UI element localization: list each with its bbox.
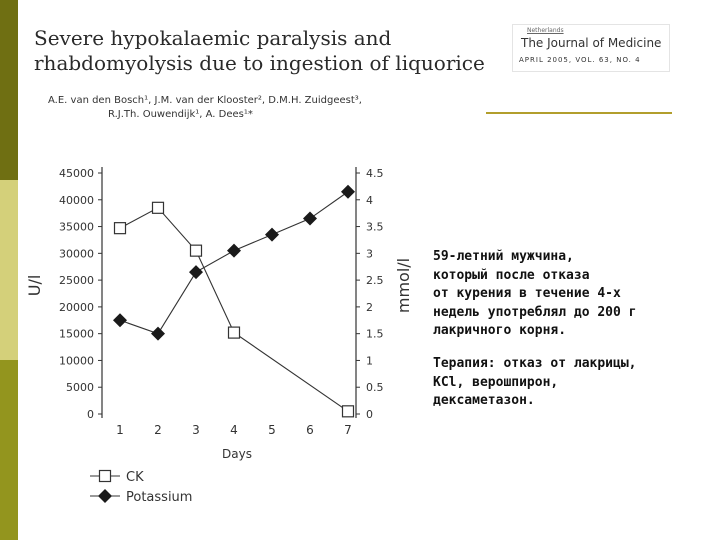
right-tick-label: 3.5 — [366, 220, 384, 234]
ck-point — [191, 245, 202, 256]
right-tick-label: 1 — [366, 354, 373, 368]
journal-logo — [512, 24, 670, 72]
right-tick-label: 2 — [366, 300, 373, 314]
potassium-point — [113, 313, 127, 327]
left-tick-label: 0 — [87, 408, 94, 421]
right-tick-label: 0.5 — [366, 381, 384, 395]
left-tick-label: 45000 — [59, 167, 94, 180]
ck-point — [115, 223, 126, 234]
paper-header — [28, 22, 486, 130]
journal-name: The Journal of Medicine — [521, 36, 662, 50]
right-axis-title: mmol/l — [394, 257, 413, 314]
x-tick-label: 6 — [306, 423, 314, 437]
left-tick-label: 20000 — [59, 300, 94, 314]
decor-stripe-top — [0, 0, 18, 180]
header-divider — [486, 112, 672, 114]
potassium-point — [341, 185, 355, 199]
legend-ck-marker — [100, 471, 111, 482]
right-tick-label: 4.5 — [366, 167, 384, 180]
case-history-text: 59-летний мужчина, который после отказа от курения в течение 4-х недель употреблял до 200 г лакричного корня. — [433, 249, 637, 339]
x-tick-label: 4 — [230, 423, 238, 437]
paper-authors-line1: A.E. van den Bosch¹, J.M. van der Klooster², D.M.H. Zuidgeest³, — [48, 95, 362, 106]
journal-country: Netherlands — [527, 27, 564, 34]
paper-title — [34, 26, 486, 76]
paper-title-line1: Severe hypokalaemic paralysis and — [34, 26, 392, 50]
right-tick-label: 3 — [366, 247, 373, 261]
x-tick-label: 1 — [116, 423, 124, 437]
legend-ck-label: CK — [126, 470, 144, 485]
decor-stripe-bottom — [0, 360, 18, 540]
right-tick-label: 1.5 — [366, 327, 384, 341]
ck-point — [153, 202, 164, 213]
left-tick-label: 10000 — [59, 354, 94, 368]
legend-potassium-label: Potassium — [126, 490, 193, 505]
x-tick-label: 2 — [154, 423, 162, 437]
therapy-text: Терапия: отказ от лакрицы, KCl, верошпирон, дексаметазон. — [433, 355, 637, 409]
potassium-point — [265, 228, 279, 242]
x-axis-title: Days — [222, 447, 252, 461]
x-tick-label: 5 — [268, 423, 276, 437]
paper-authors-line2: R.J.Th. Ouwendijk¹, A. Dees¹* — [108, 109, 253, 120]
ck-point — [229, 327, 240, 338]
potassium-point — [227, 244, 241, 258]
left-tick-label: 15000 — [59, 327, 94, 341]
x-tick-label: 7 — [344, 423, 352, 437]
right-tick-label: 2.5 — [366, 274, 384, 288]
chart-panel — [25, 156, 416, 510]
left-tick-label: 30000 — [59, 247, 94, 261]
left-axis-title: U/l — [25, 274, 44, 297]
legend-potassium-marker — [98, 489, 112, 503]
ck-point — [343, 406, 354, 417]
left-tick-label: 35000 — [59, 220, 94, 234]
left-tick-label: 25000 — [59, 274, 94, 288]
right-tick-label: 4 — [366, 193, 373, 207]
x-tick-label: 3 — [192, 423, 200, 437]
potassium-point — [151, 327, 165, 341]
right-tick-label: 0 — [366, 408, 373, 421]
case-description — [433, 248, 713, 425]
journal-issue: APRIL 2005, VOL. 63, NO. 4 — [519, 56, 641, 64]
left-tick-label: 5000 — [66, 381, 94, 395]
paper-authors — [48, 94, 468, 122]
potassium-point — [189, 265, 203, 279]
series-line-ck — [120, 208, 348, 412]
decor-stripe-middle — [0, 180, 18, 360]
paper-title-line2: rhabdomyolysis due to ingestion of liquorice — [34, 51, 485, 75]
potassium-point — [303, 212, 317, 226]
left-tick-label: 40000 — [59, 193, 94, 207]
ck-potassium-chart — [25, 156, 416, 510]
